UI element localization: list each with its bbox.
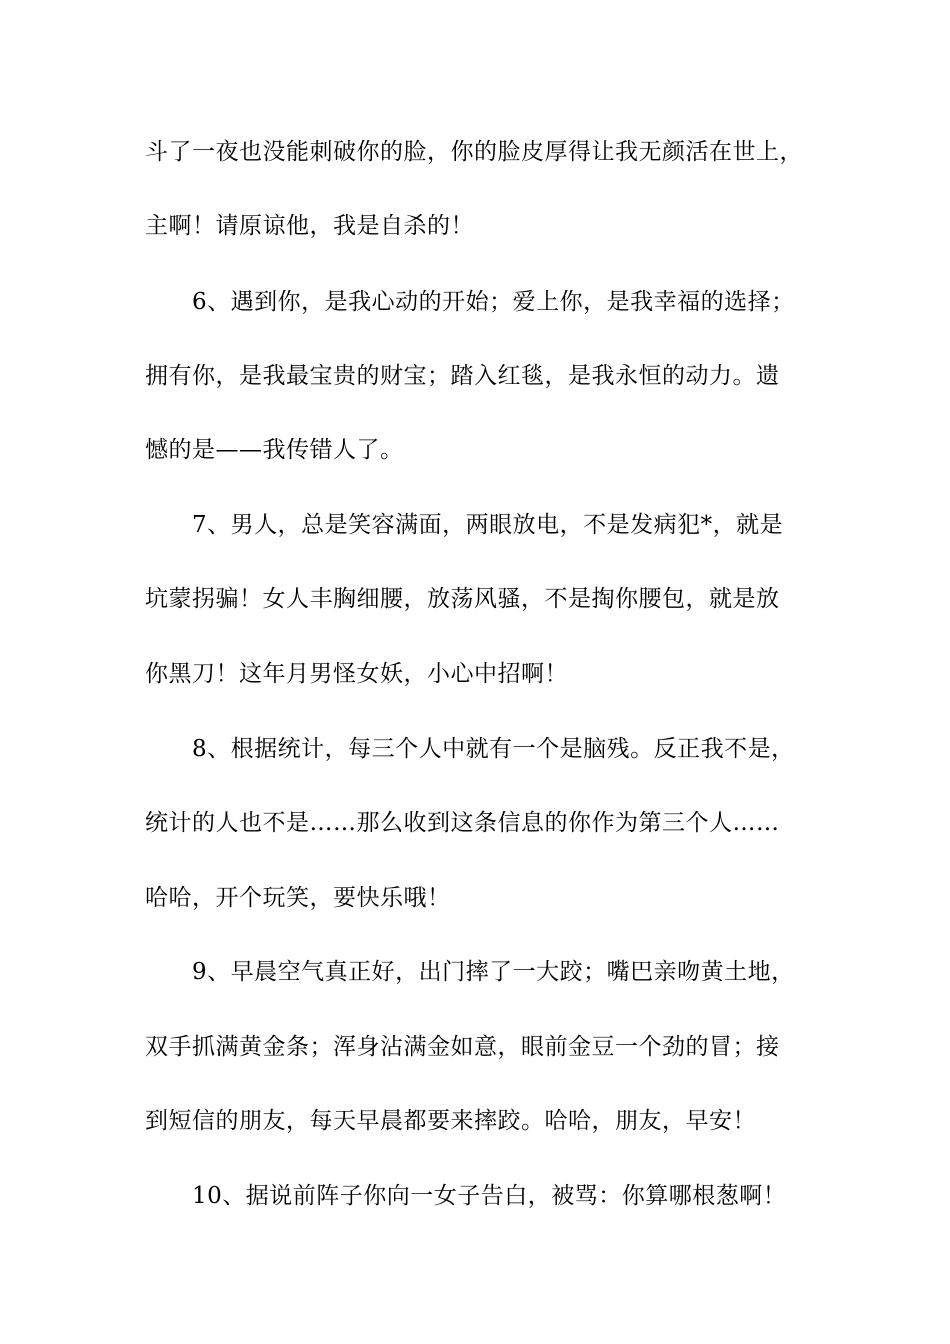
- paragraph-start-10: 10、据说前阵子你向一女子告白，被骂：你算哪根葱啊！: [192, 1183, 787, 1209]
- text-line: 拥有你，是我最宝贵的财宝；踏入红毯，是我永恒的动力。遗: [145, 363, 780, 389]
- paragraph-start-7: 7、男人，总是笑容满面，两眼放电，不是发病犯*，就是: [192, 512, 784, 538]
- text-line: 哈哈，开个玩笑，要快乐哦！: [145, 885, 451, 911]
- text-line: 坑蒙拐骗！女人丰胸细腰，放荡风骚，不是掏你腰包，就是放: [145, 586, 780, 612]
- text-line: 你黑刀！这年月男怪女妖，小心中招啊！: [145, 661, 568, 687]
- paragraph-start-8: 8、根据统计，每三个人中就有一个是脑残。反正我不是，: [192, 736, 795, 762]
- text-line: 统计的人也不是……那么收到这条信息的你作为第三个人……: [145, 810, 780, 836]
- text-line: 双手抓满黄金条；浑身沾满金如意，眼前金豆一个劲的冒；接: [145, 1034, 780, 1060]
- paragraph-start-6: 6、遇到你，是我心动的开始；爱上你，是我幸福的选择；: [192, 289, 795, 315]
- text-line: 主啊！请原谅他，我是自杀的！: [145, 213, 474, 239]
- paragraph-start-9: 9、早晨空气真正好，出门摔了一大跤；嘴巴亲吻黄土地，: [192, 959, 795, 985]
- text-line: 斗了一夜也没能刺破你的脸，你的脸皮厚得让我无颜活在世上，: [145, 139, 803, 165]
- text-line: 憾的是——我传错人了。: [145, 437, 404, 463]
- text-line: 到短信的朋友，每天早晨都要来摔跤。哈哈，朋友，早安！: [145, 1108, 756, 1134]
